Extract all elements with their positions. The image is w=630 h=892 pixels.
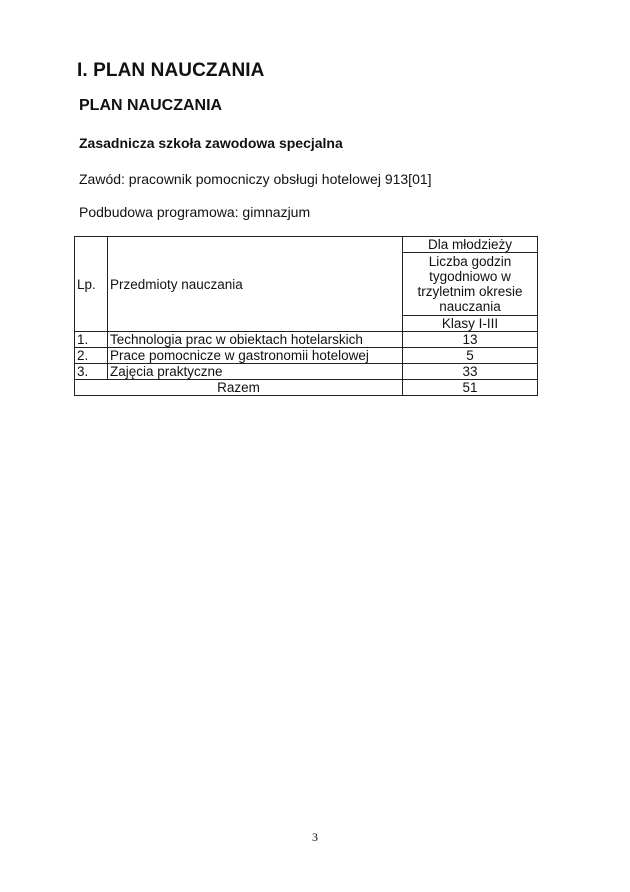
header-classes: Klasy I-III (403, 316, 538, 332)
total-row (75, 380, 538, 396)
row-lp: 1. (75, 332, 108, 348)
table-row (75, 348, 538, 364)
row-lp: 2. (75, 348, 108, 364)
profession-line: Zawód: pracownik pomocniczy obsługi hotelowej 913[01] (79, 171, 432, 187)
header-lp: Lp. (75, 237, 108, 332)
table-row (75, 332, 538, 348)
row-lp: 3. (75, 364, 108, 380)
row-subject: Zajęcia praktyczne (108, 364, 403, 380)
table-row (75, 364, 538, 380)
header-hours: Liczba godzin tygodniowo w trzyletnim okresie nauczania (403, 253, 538, 316)
row-hours: 5 (403, 348, 538, 364)
header-subjects: Przedmioty nauczania (108, 237, 403, 332)
row-subject: Technologia prac w obiektach hotelarskich (108, 332, 403, 348)
row-subject: Prace pomocnicze w gastronomii hotelowej (108, 348, 403, 364)
total-label: Razem (75, 380, 403, 396)
section-heading: I. PLAN NAUCZANIA (77, 60, 265, 81)
page-number: 3 (312, 830, 318, 844)
school-type-heading: Zasadnicza szkoła zawodowa specjalna (79, 135, 343, 151)
header-youth: Dla młodzieży (403, 237, 538, 253)
total-value: 51 (403, 380, 538, 396)
teaching-plan-table (74, 236, 538, 396)
program-basis-line: Podbudowa programowa: gimnazjum (79, 204, 311, 220)
row-hours: 13 (403, 332, 538, 348)
row-hours: 33 (403, 364, 538, 380)
plan-heading: PLAN NAUCZANIA (79, 97, 223, 114)
